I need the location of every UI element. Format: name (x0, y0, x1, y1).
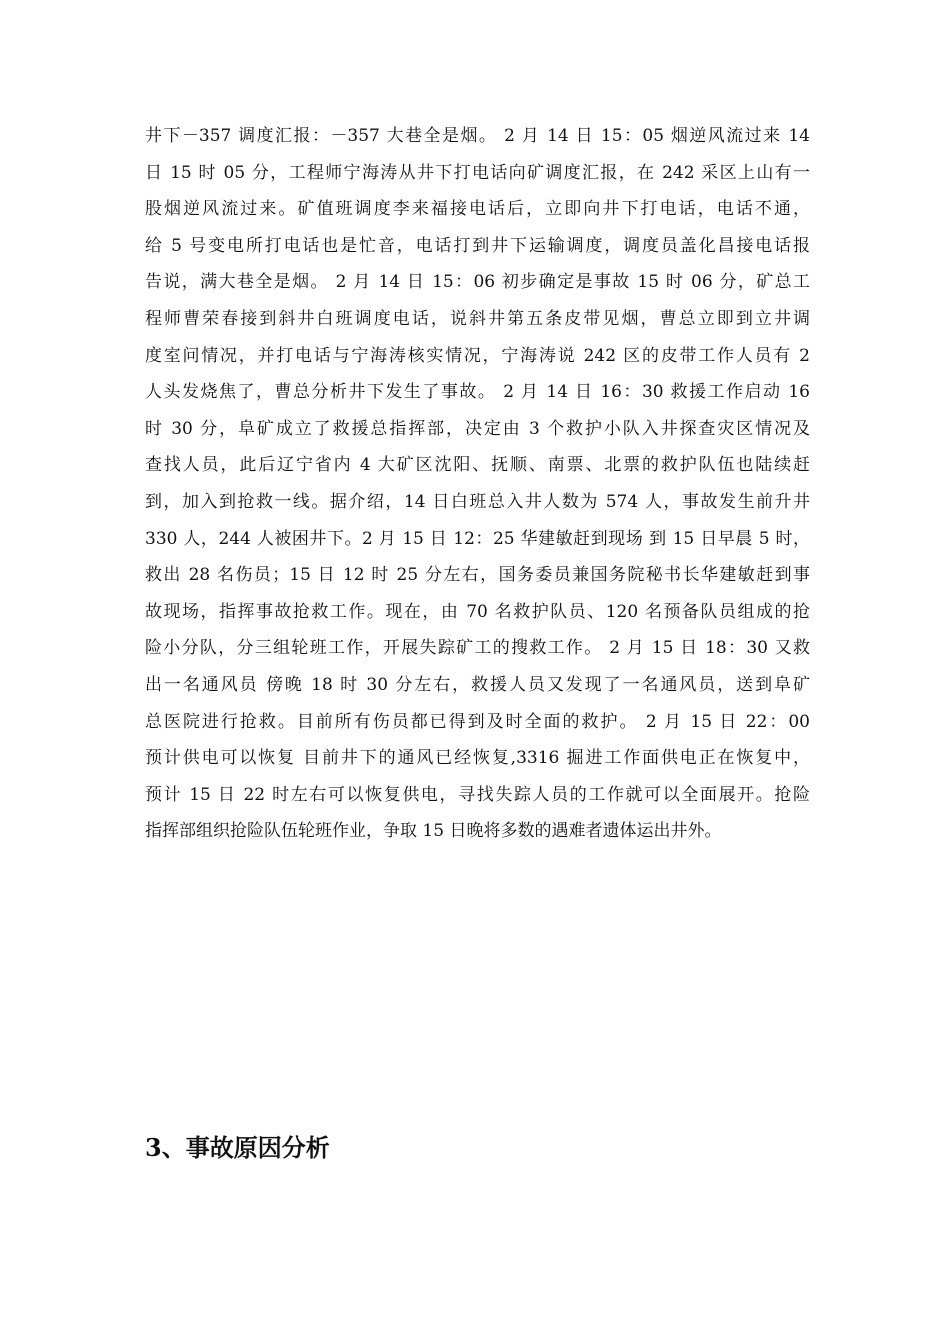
paragraph-line: 日 15 时 05 分，工程师宁海涛从井下打电话向矿调度汇报，在 242 采区上山有一 (145, 162, 810, 183)
paragraph-line: 到，加入到抢救一线。据介绍，14 日白班总入井人数为 574 人，事故发生前升井 (145, 491, 810, 512)
paragraph-line: 时 30 分，阜矿成立了救援总指挥部，决定由 3 个救护小队入井探查灾区情况及 (145, 418, 810, 439)
paragraph-line: 出一名通风员 傍晚 18 时 30 分左右，救援人员又发现了一名通风员，送到阜矿 (145, 674, 810, 695)
paragraph-line: 总医院进行抢救。目前所有伤员都已得到及时全面的救护。 2 月 15 日 22：00 (145, 711, 810, 732)
paragraph-line: 井下－357 调度汇报：－357 大巷全是烟。 2 月 14 日 15：05 烟逆风流过来 14 (145, 126, 810, 146)
paragraph-line: 救出 28 名伤员；15 日 12 时 25 分左右，国务委员兼国务院秘书长华建敏赶到事 (145, 565, 810, 586)
paragraph-line: 股烟逆风流过来。矿值班调度李来福接电话后，立即向井下打电话，电话不通， (145, 199, 810, 220)
paragraph-line: 指挥部组织抢险队伍轮班作业，争取 15 日晚将多数的遇难者遗体运出井外。 (145, 821, 722, 842)
paragraph-line: 预计供电可以恢复 目前井下的通风已经恢复,3316 掘进工作面供电正在恢复中， (145, 748, 810, 769)
paragraph-line: 故现场，指挥事故抢救工作。现在，由 70 名救护队员、120 名预备队员组成的抢 (145, 601, 810, 622)
paragraph-line: 给 5 号变电所打电话也是忙音，电话打到井下运输调度，调度员盖化昌接电话报 (145, 235, 810, 256)
paragraph-line: 险小分队，分三组轮班工作，开展失踪矿工的搜救工作。 2 月 15 日 18：30 又救 (145, 638, 810, 659)
paragraph-line: 程师曹荣春接到斜井白班调度电话，说斜井第五条皮带见烟，曹总立即到立井调 (145, 308, 810, 329)
paragraph-line: 告说，满大巷全是烟。 2 月 14 日 15：06 初步确定是事故 15 时 06 分，矿总工 (145, 272, 810, 293)
paragraph-line: 人头发烧焦了，曹总分析井下发生了事故。 2 月 14 日 16：30 救援工作启动 16 (145, 382, 810, 403)
paragraph-line: 查找人员，此后辽宁省内 4 大矿区沈阳、抚顺、南票、北票的救护队伍也陆续赶 (145, 455, 810, 476)
paragraph-line: 预计 15 日 22 时左右可以恢复供电，寻找失踪人员的工作就可以全面展开。抢险 (145, 784, 810, 805)
section-heading: 3、事故原因分析 (145, 1133, 330, 1162)
body-paragraph (145, 118, 810, 850)
paragraph-line: 度室问情况，并打电话与宁海涛核实情况，宁海涛说 242 区的皮带工作人员有 2 (145, 345, 810, 366)
paragraph-line: 330 人，244 人被困井下。2 月 15 日 12：25 华建敏赶到现场 到 15 日早晨 5 时， (145, 528, 810, 549)
